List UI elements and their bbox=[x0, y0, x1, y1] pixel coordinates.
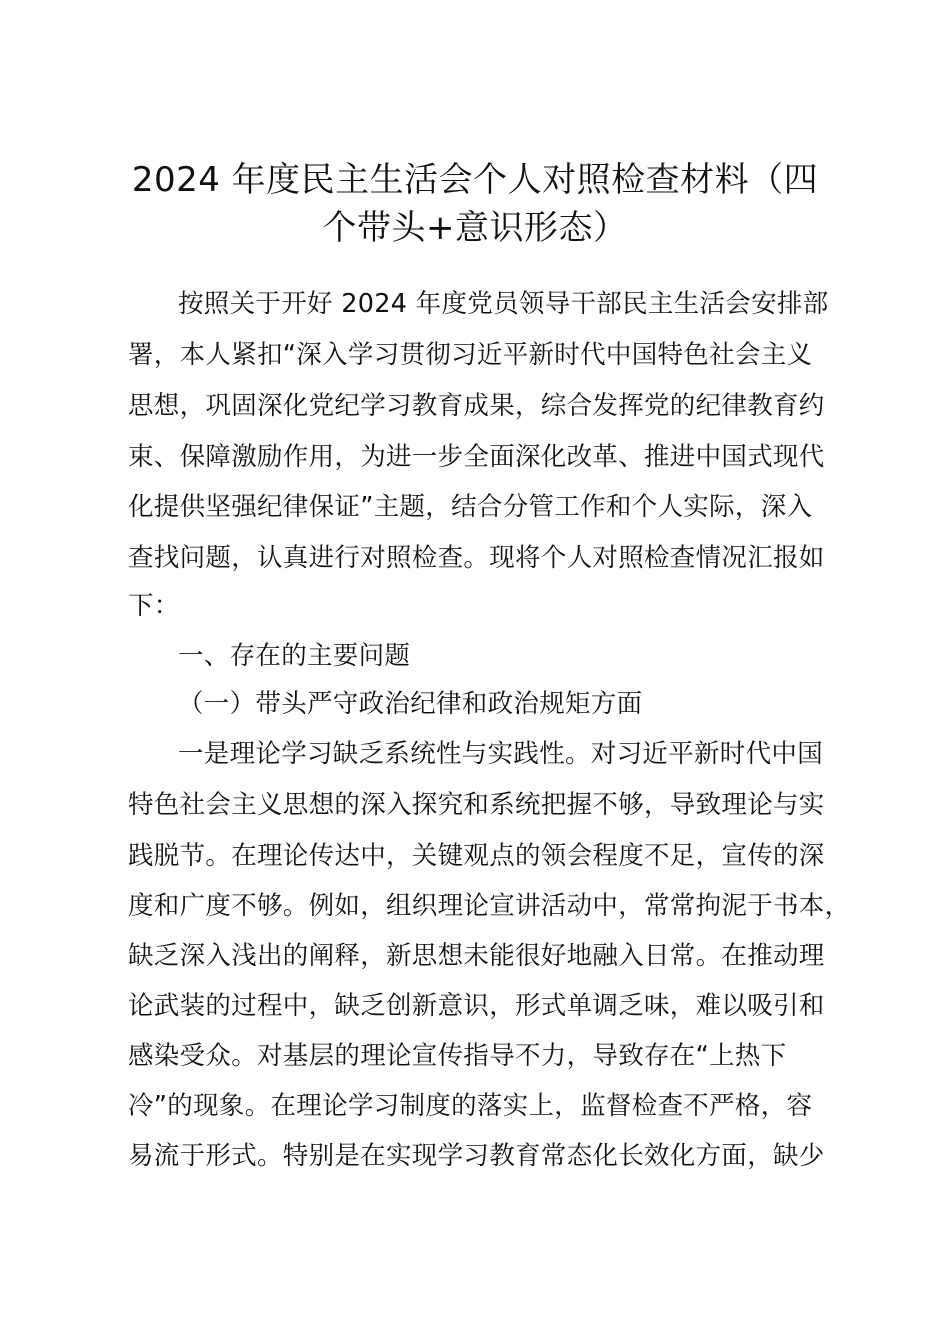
intro-line: 下： bbox=[128, 591, 180, 621]
title-line-1: 2024 年度民主生活会个人对照检查材料（四 bbox=[131, 160, 819, 200]
section-heading: 一、存在的主要问题 bbox=[178, 641, 411, 671]
title-line-2: 个带头+意识形态） bbox=[322, 208, 628, 248]
body-line: 特色社会主义思想的深入探究和系统把握不够，导致理论与实 bbox=[128, 790, 825, 820]
body-line: 冷”的现象。在理论学习制度的落实上，监督检查不严格，容 bbox=[128, 1091, 813, 1121]
body-line: 论武装的过程中，缺乏创新意识，形式单调乏味，难以吸引和 bbox=[128, 991, 825, 1021]
intro-line: 按照关于开好 2024 年度党员领导干部民主生活会安排部 bbox=[178, 289, 829, 319]
body-line: 感染受众。对基层的理论宣传指导不力，导致存在“上热下 bbox=[128, 1041, 787, 1071]
intro-line: 束、保障激励作用，为进一步全面深化改革、推进中国式现代 bbox=[128, 442, 825, 472]
body-line: 缺乏深入浅出的阐释，新思想未能很好地融入日常。在推动理 bbox=[128, 941, 825, 971]
intro-line: 思想，巩固深化党纪学习教育成果，综合发挥党的纪律教育约 bbox=[128, 391, 825, 421]
document-title bbox=[120, 156, 830, 252]
body-line: 度和广度不够。例如，组织理论宣讲活动中，常常拘泥于书本， bbox=[128, 891, 851, 921]
body-line: 践脱节。在理论传达中，关键观点的领会程度不足，宣传的深 bbox=[128, 841, 825, 871]
body-line: 一是理论学习缺乏系统性与实践性。对习近平新时代中国 bbox=[178, 739, 824, 769]
intro-line: 化提供坚强纪律保证”主题，结合分管工作和个人实际，深入 bbox=[128, 492, 813, 522]
intro-line: 查找问题，认真进行对照检查。现将个人对照检查情况汇报如 bbox=[128, 543, 825, 573]
body-line: 易流于形式。特别是在实现学习教育常态化长效化方面，缺少 bbox=[128, 1141, 825, 1171]
subsection-heading: （一）带头严守政治纪律和政治规矩方面 bbox=[178, 689, 643, 719]
intro-line: 署，本人紧扣“深入学习贯彻习近平新时代中国特色社会主义 bbox=[128, 340, 813, 370]
